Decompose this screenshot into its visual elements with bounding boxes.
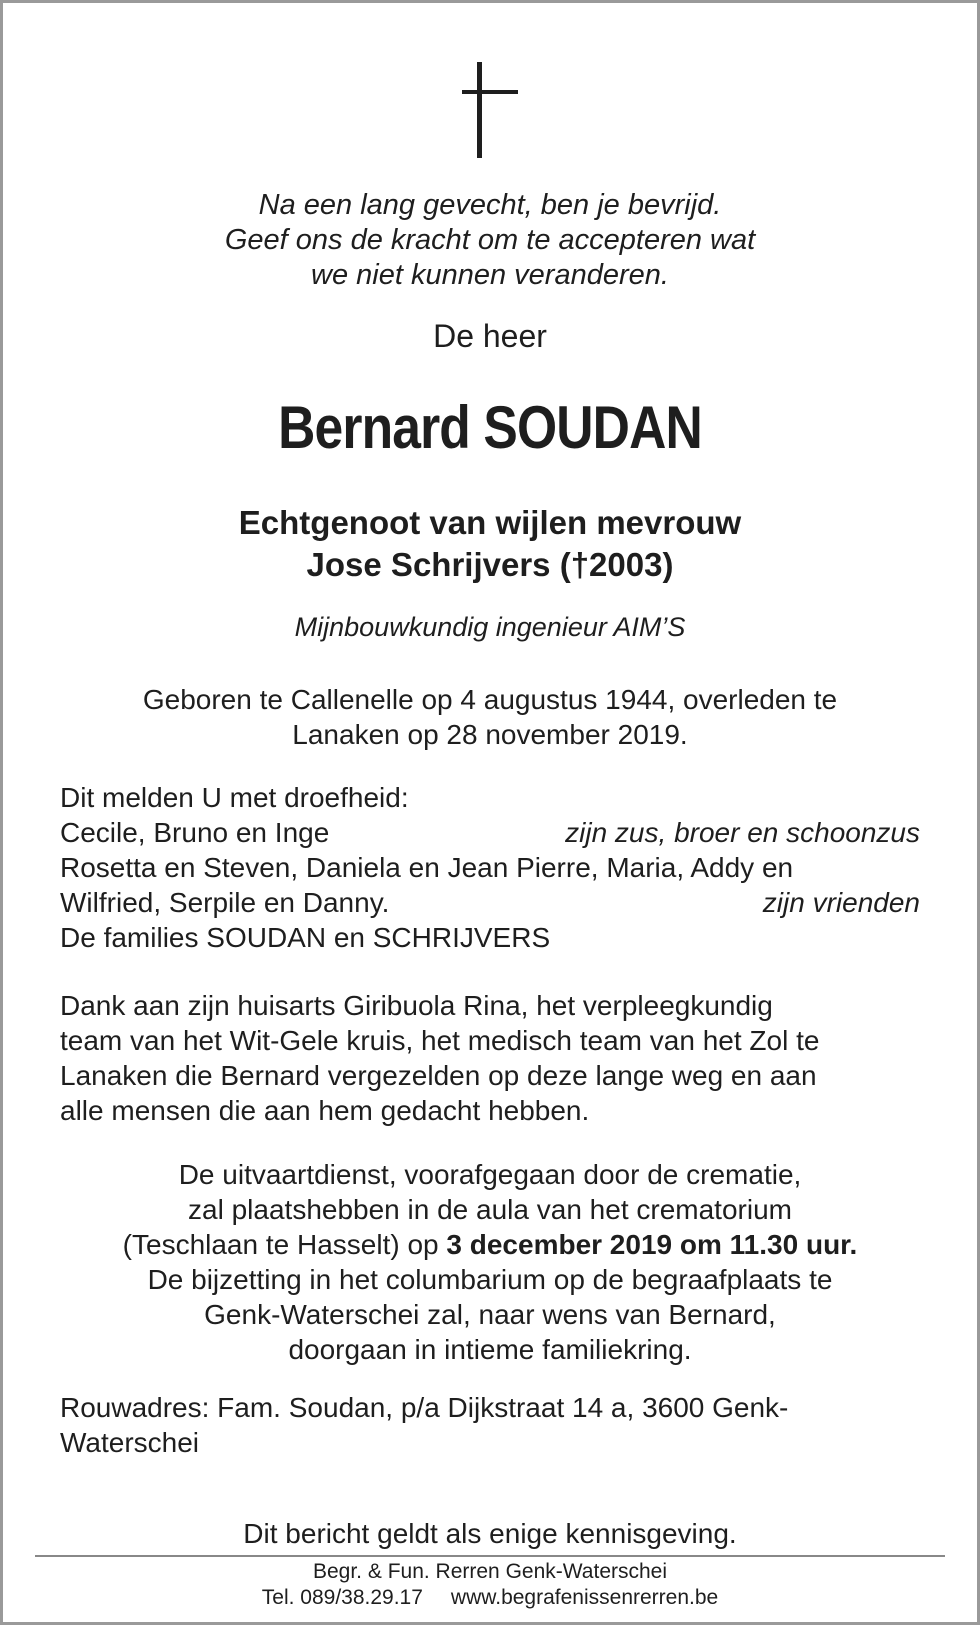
siblings-relation: zijn zus, broer en schoonzus — [565, 817, 920, 848]
thanks-line: alle mensen die aan hem gedacht hebben. — [60, 1095, 590, 1126]
spouse-line: Jose Schrijvers (†2003) — [306, 546, 674, 583]
poem-line: Geef ons de kracht om te accepteren wat — [224, 224, 756, 256]
poem — [0, 188, 980, 293]
funeral-home-contact — [0, 1585, 980, 1611]
funeral-home-footer — [0, 1559, 980, 1611]
spouse-info — [0, 502, 980, 586]
families-line: De families SOUDAN en SCHRIJVERS — [60, 922, 551, 953]
profession: Mijnbouwkundig ingenieur AIM’S — [294, 612, 686, 642]
thanks-line: Dank aan zijn huisarts Giribuola Rina, het verpleegkundig — [60, 990, 773, 1021]
salutation: De heer — [433, 318, 547, 354]
announcement-intro: Dit melden U met droefheid: — [60, 782, 409, 813]
poem-line: we niet kunnen veranderen. — [311, 259, 669, 291]
siblings-row — [60, 815, 920, 850]
friends-relation: zijn vrienden — [762, 887, 920, 918]
ceremony-info — [0, 1157, 980, 1367]
ceremony-line: De bijzetting in het columbarium op de begraafplaats te — [147, 1264, 833, 1295]
thanks-paragraph — [60, 988, 920, 1128]
announcement — [60, 780, 920, 955]
phone-number: Tel. 089/38.29.17 — [261, 1586, 423, 1609]
poem-line: Na een lang gevecht, ben je bevrijd. — [258, 189, 722, 221]
funeral-home-name: Begr. & Fun. Rerren Genk-Waterschei — [312, 1560, 668, 1583]
friends-names: Wilfried, Serpile en Danny. — [60, 887, 390, 918]
ceremony-line: zal plaatshebben in de aula van het crematorium — [188, 1194, 792, 1225]
address-line: Rouwadres: Fam. Soudan, p/a Dijkstraat 14 a, 3600 Genk- — [60, 1392, 789, 1423]
ceremony-date: 3 december 2019 om 11.30 uur. — [446, 1229, 858, 1260]
divider — [35, 1555, 945, 1557]
mourning-address — [60, 1390, 920, 1460]
thanks-line: Lanaken die Bernard vergezelden op deze lange weg en aan — [60, 1060, 817, 1091]
thanks-line: team van het Wit-Gele kruis, het medisch team van het Zol te — [60, 1025, 820, 1056]
ceremony-line: De uitvaartdienst, voorafgegaan door de crematie, — [178, 1159, 802, 1190]
siblings-names: Cecile, Bruno en Inge — [60, 817, 330, 848]
notice: Dit bericht geldt als enige kennisgeving. — [243, 1518, 737, 1549]
website-link[interactable]: www.begrafenissenrerren.be — [450, 1586, 719, 1609]
ceremony-line: doorgaan in intieme familiekring. — [288, 1334, 692, 1365]
spouse-line: Echtgenoot van wijlen mevrouw — [238, 504, 742, 541]
friends-line: Rosetta en Steven, Daniela en Jean Pierre, Maria, Addy en — [60, 852, 794, 883]
birth-death-line: Lanaken op 28 november 2019. — [292, 719, 688, 750]
ceremony-location: (Teschlaan te Hasselt) op — [122, 1229, 447, 1260]
cross-icon — [462, 62, 518, 158]
address-line: Waterschei — [60, 1427, 200, 1458]
birth-death-line: Geboren te Callenelle op 4 augustus 1944, overleden te — [142, 684, 838, 715]
birth-death-info — [0, 682, 980, 752]
friends-row — [60, 885, 920, 920]
deceased-name: Bernard SOUDAN — [278, 394, 702, 461]
ceremony-line: Genk-Waterschei zal, naar wens van Bernard, — [204, 1299, 776, 1330]
ceremony-line — [0, 1227, 980, 1262]
